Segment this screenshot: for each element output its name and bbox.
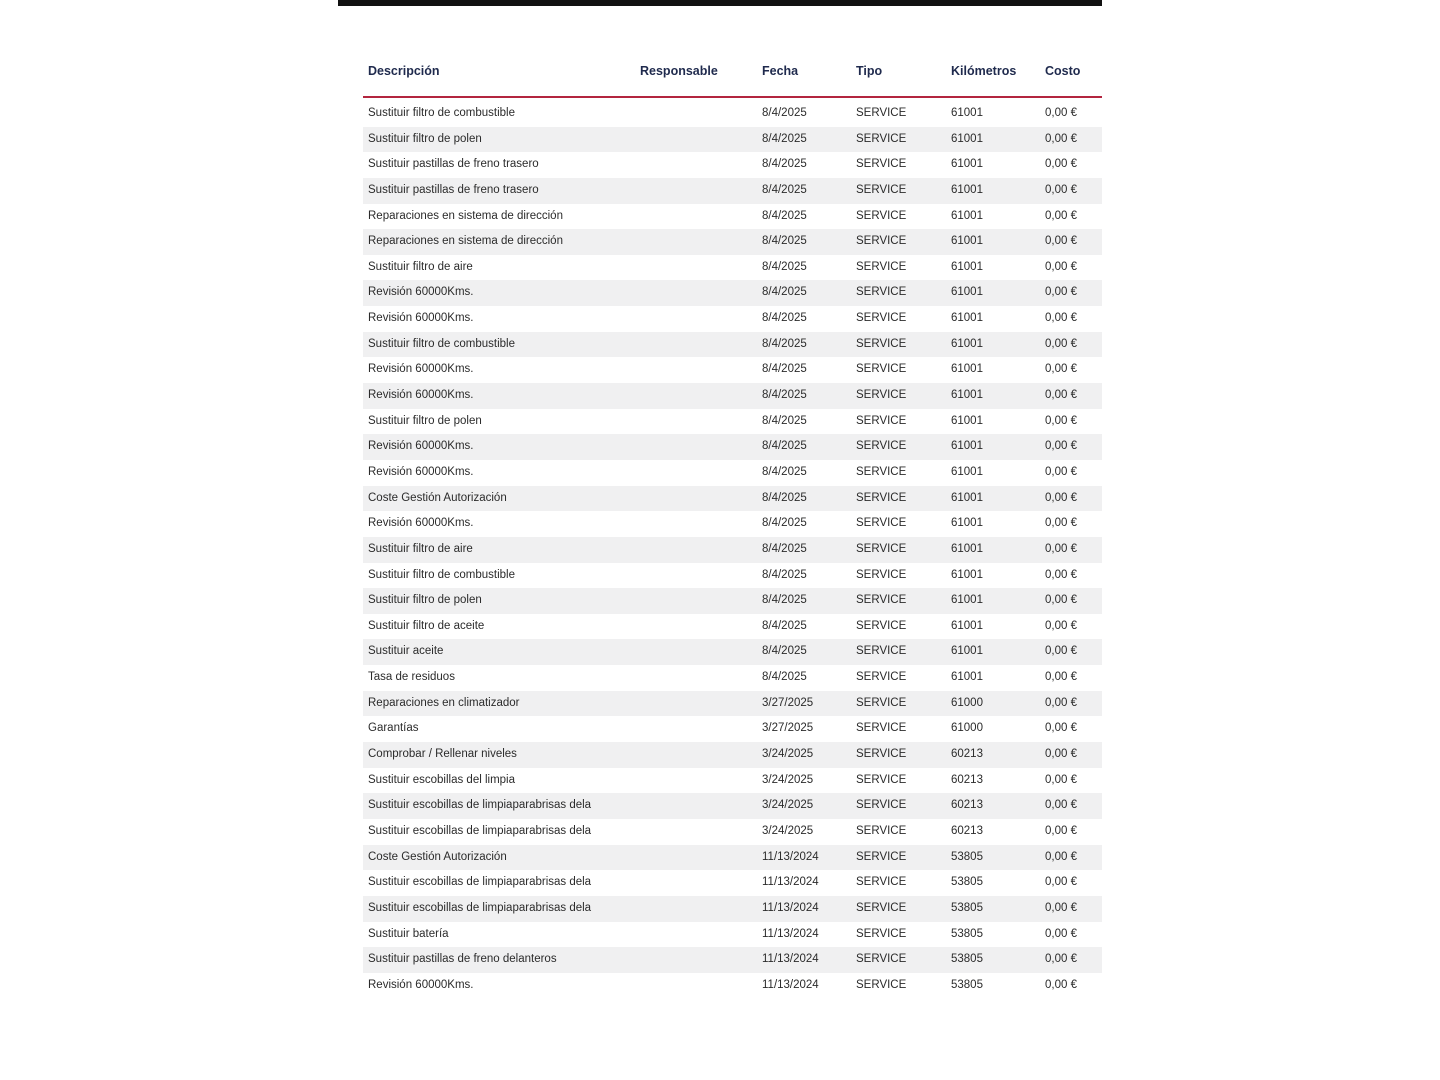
cell-descripcion: Sustituir batería [368, 927, 449, 940]
cell-fecha: 8/4/2025 [762, 465, 807, 478]
cell-fecha: 8/4/2025 [762, 235, 807, 248]
cell-descripcion: Sustituir filtro de combustible [368, 337, 516, 350]
cell-costo: 0,00 € [1045, 927, 1077, 940]
table-row [363, 691, 1102, 717]
table-row [363, 639, 1102, 665]
cell-descripcion: Sustituir escobillas del limpia [368, 773, 516, 786]
cell-tipo: SERVICE [856, 850, 907, 863]
table-row [363, 332, 1102, 358]
cell-descripcion: Sustituir filtro de combustible [368, 568, 516, 581]
cell-costo: 0,00 € [1045, 158, 1077, 171]
cell-tipo: SERVICE [856, 107, 907, 119]
cell-tipo: SERVICE [856, 901, 907, 914]
cell-descripcion: Reparaciones en sistema de dirección [368, 209, 563, 222]
cell-tipo: SERVICE [856, 389, 907, 402]
cell-kilometros: 53805 [951, 927, 983, 940]
cell-kilometros: 61001 [951, 440, 983, 453]
cell-kilometros: 61000 [951, 722, 983, 735]
table-row [363, 357, 1102, 383]
cell-fecha: 3/24/2025 [762, 773, 814, 786]
cell-costo: 0,00 € [1045, 414, 1077, 427]
cell-tipo: SERVICE [856, 722, 907, 735]
cell-costo: 0,00 € [1045, 953, 1077, 966]
cell-costo: 0,00 € [1045, 132, 1077, 145]
cell-kilometros: 61001 [951, 158, 983, 171]
cell-kilometros: 61001 [951, 286, 983, 299]
cell-tipo: SERVICE [856, 927, 907, 940]
cell-fecha: 8/4/2025 [762, 107, 807, 119]
cell-costo: 0,00 € [1045, 286, 1077, 299]
cell-costo: 0,00 € [1045, 799, 1077, 812]
cell-descripcion: Coste Gestión Autorización [368, 491, 507, 504]
table-body [363, 101, 1102, 998]
header-tipo[interactable]: Tipo [856, 64, 883, 78]
table-header [363, 58, 1102, 98]
cell-tipo: SERVICE [856, 337, 907, 350]
cell-fecha: 8/4/2025 [762, 158, 807, 171]
cell-kilometros: 61001 [951, 209, 983, 222]
cell-tipo: SERVICE [856, 542, 907, 555]
table-row [363, 716, 1102, 742]
cell-descripcion: Revisión 60000Kms. [368, 978, 474, 991]
cell-kilometros: 53805 [951, 850, 983, 863]
table-row [363, 870, 1102, 896]
cell-tipo: SERVICE [856, 671, 907, 684]
cell-kilometros: 61001 [951, 260, 983, 273]
cell-costo: 0,00 € [1045, 773, 1077, 786]
cell-descripcion: Sustituir pastillas de freno delanteros [368, 953, 557, 966]
cell-descripcion: Sustituir escobillas de limpiaparabrisas dela [368, 824, 592, 837]
table-row [363, 768, 1102, 794]
cell-fecha: 11/13/2024 [762, 850, 819, 863]
cell-fecha: 8/4/2025 [762, 491, 807, 504]
cell-descripcion: Coste Gestión Autorización [368, 850, 507, 863]
cell-tipo: SERVICE [856, 465, 907, 478]
cell-kilometros: 53805 [951, 901, 983, 914]
cell-fecha: 8/4/2025 [762, 517, 807, 530]
cell-fecha: 8/4/2025 [762, 671, 807, 684]
cell-fecha: 8/4/2025 [762, 337, 807, 350]
table-row [363, 614, 1102, 640]
cell-descripcion: Sustituir filtro de polen [368, 132, 482, 145]
maintenance-table [363, 58, 1102, 998]
cell-kilometros: 60213 [951, 799, 983, 812]
cell-descripcion: Revisión 60000Kms. [368, 389, 474, 402]
cell-fecha: 11/13/2024 [762, 978, 819, 991]
cell-costo: 0,00 € [1045, 696, 1077, 709]
cell-kilometros: 61001 [951, 132, 983, 145]
cell-kilometros: 53805 [951, 978, 983, 991]
cell-fecha: 3/27/2025 [762, 696, 814, 709]
table-row [363, 973, 1102, 999]
cell-tipo: SERVICE [856, 568, 907, 581]
cell-costo: 0,00 € [1045, 235, 1077, 248]
cell-fecha: 8/4/2025 [762, 132, 807, 145]
cell-descripcion: Sustituir filtro de combustible [368, 107, 516, 119]
cell-fecha: 8/4/2025 [762, 312, 807, 325]
cell-costo: 0,00 € [1045, 594, 1077, 607]
table-row [363, 793, 1102, 819]
cell-kilometros: 61001 [951, 619, 983, 632]
cell-costo: 0,00 € [1045, 876, 1077, 889]
cell-descripcion: Revisión 60000Kms. [368, 465, 474, 478]
cell-costo: 0,00 € [1045, 850, 1077, 863]
table-row [363, 537, 1102, 563]
table-row [363, 101, 1102, 127]
table-row [363, 152, 1102, 178]
cell-costo: 0,00 € [1045, 337, 1077, 350]
cell-kilometros: 61001 [951, 671, 983, 684]
cell-tipo: SERVICE [856, 619, 907, 632]
cell-tipo: SERVICE [856, 594, 907, 607]
table-row [363, 229, 1102, 255]
cell-costo: 0,00 € [1045, 491, 1077, 504]
cell-descripcion: Sustituir pastillas de freno trasero [368, 158, 539, 171]
cell-costo: 0,00 € [1045, 517, 1077, 530]
cell-fecha: 8/4/2025 [762, 363, 807, 376]
cell-costo: 0,00 € [1045, 107, 1077, 119]
cell-descripcion: Revisión 60000Kms. [368, 312, 474, 325]
cell-costo: 0,00 € [1045, 312, 1077, 325]
cell-tipo: SERVICE [856, 312, 907, 325]
cell-fecha: 8/4/2025 [762, 209, 807, 222]
cell-tipo: SERVICE [856, 132, 907, 145]
cell-fecha: 3/24/2025 [762, 748, 814, 761]
cell-costo: 0,00 € [1045, 389, 1077, 402]
cell-kilometros: 61001 [951, 414, 983, 427]
cell-costo: 0,00 € [1045, 824, 1077, 837]
cell-costo: 0,00 € [1045, 183, 1077, 196]
cell-descripcion: Garantías [368, 722, 419, 735]
cell-fecha: 3/27/2025 [762, 722, 814, 735]
cell-kilometros: 61001 [951, 107, 983, 119]
table-row [363, 742, 1102, 768]
table-row [363, 511, 1102, 537]
cell-costo: 0,00 € [1045, 440, 1077, 453]
cell-tipo: SERVICE [856, 696, 907, 709]
cell-descripcion: Tasa de residuos [368, 671, 455, 684]
cell-kilometros: 61001 [951, 337, 983, 350]
header-fecha[interactable]: Fecha [762, 64, 799, 78]
cell-costo: 0,00 € [1045, 465, 1077, 478]
cell-costo: 0,00 € [1045, 260, 1077, 273]
cell-descripcion: Revisión 60000Kms. [368, 363, 474, 376]
cell-descripcion: Sustituir escobillas de limpiaparabrisas dela [368, 901, 592, 914]
cell-descripcion: Sustituir escobillas de limpiaparabrisas dela [368, 876, 592, 889]
cell-costo: 0,00 € [1045, 209, 1077, 222]
cell-kilometros: 53805 [951, 876, 983, 889]
cell-tipo: SERVICE [856, 414, 907, 427]
table-row [363, 563, 1102, 589]
cell-tipo: SERVICE [856, 517, 907, 530]
cell-descripcion: Reparaciones en climatizador [368, 696, 520, 709]
cell-fecha: 8/4/2025 [762, 389, 807, 402]
cell-tipo: SERVICE [856, 748, 907, 761]
cell-tipo: SERVICE [856, 978, 907, 991]
cell-tipo: SERVICE [856, 440, 907, 453]
cell-tipo: SERVICE [856, 209, 907, 222]
table-row [363, 665, 1102, 691]
table-row [363, 409, 1102, 435]
cell-fecha: 8/4/2025 [762, 414, 807, 427]
cell-fecha: 8/4/2025 [762, 440, 807, 453]
table-row [363, 922, 1102, 948]
cell-kilometros: 61001 [951, 542, 983, 555]
table-row [363, 819, 1102, 845]
cell-costo: 0,00 € [1045, 671, 1077, 684]
cell-fecha: 11/13/2024 [762, 953, 819, 966]
cell-kilometros: 61001 [951, 363, 983, 376]
cell-descripcion: Sustituir filtro de aire [368, 542, 473, 555]
cell-fecha: 8/4/2025 [762, 619, 807, 632]
cell-costo: 0,00 € [1045, 748, 1077, 761]
cell-kilometros: 61001 [951, 645, 983, 658]
cell-descripcion: Sustituir escobillas de limpiaparabrisas dela [368, 799, 592, 812]
cell-fecha: 8/4/2025 [762, 542, 807, 555]
table-row [363, 460, 1102, 486]
table-row [363, 178, 1102, 204]
cell-costo: 0,00 € [1045, 978, 1077, 991]
cell-tipo: SERVICE [856, 235, 907, 248]
cell-costo: 0,00 € [1045, 363, 1077, 376]
header-costo[interactable]: Costo [1045, 64, 1081, 78]
cell-fecha: 8/4/2025 [762, 594, 807, 607]
cell-fecha: 8/4/2025 [762, 260, 807, 273]
cell-fecha: 8/4/2025 [762, 286, 807, 299]
cell-tipo: SERVICE [856, 824, 907, 837]
table-row [363, 486, 1102, 512]
cell-costo: 0,00 € [1045, 619, 1077, 632]
table-row [363, 306, 1102, 332]
table-row [363, 845, 1102, 871]
cell-fecha: 3/24/2025 [762, 799, 814, 812]
table-row [363, 127, 1102, 153]
cell-kilometros: 61001 [951, 312, 983, 325]
table-row [363, 434, 1102, 460]
cell-fecha: 11/13/2024 [762, 876, 819, 889]
cell-tipo: SERVICE [856, 158, 907, 171]
cell-tipo: SERVICE [856, 286, 907, 299]
table-row [363, 588, 1102, 614]
cell-tipo: SERVICE [856, 183, 907, 196]
cell-kilometros: 61001 [951, 517, 983, 530]
cell-fecha: 8/4/2025 [762, 568, 807, 581]
cell-descripcion: Reparaciones en sistema de dirección [368, 235, 563, 248]
cell-descripcion: Sustituir filtro de aceite [368, 619, 485, 632]
header-descripcion[interactable]: Descripción [368, 64, 440, 78]
cell-kilometros: 61001 [951, 235, 983, 248]
cell-kilometros: 61001 [951, 594, 983, 607]
header-kilometros[interactable]: Kilómetros [951, 64, 1017, 78]
cell-descripcion: Sustituir aceite [368, 645, 444, 658]
cell-fecha: 3/24/2025 [762, 824, 814, 837]
cell-descripcion: Comprobar / Rellenar niveles [368, 748, 517, 761]
cell-descripcion: Revisión 60000Kms. [368, 517, 474, 530]
cell-fecha: 11/13/2024 [762, 927, 819, 940]
cell-descripcion: Sustituir pastillas de freno trasero [368, 183, 539, 196]
cell-descripcion: Revisión 60000Kms. [368, 286, 474, 299]
table-row [363, 280, 1102, 306]
cell-kilometros: 60213 [951, 773, 983, 786]
cell-tipo: SERVICE [856, 260, 907, 273]
table-row [363, 947, 1102, 973]
cell-costo: 0,00 € [1045, 645, 1077, 658]
cell-kilometros: 61000 [951, 696, 983, 709]
cell-fecha: 8/4/2025 [762, 645, 807, 658]
cell-costo: 0,00 € [1045, 722, 1077, 735]
table-row [363, 896, 1102, 922]
cell-kilometros: 61001 [951, 491, 983, 504]
cell-kilometros: 61001 [951, 465, 983, 478]
cell-costo: 0,00 € [1045, 568, 1077, 581]
header-responsable[interactable]: Responsable [640, 64, 718, 78]
cell-tipo: SERVICE [856, 773, 907, 786]
cell-costo: 0,00 € [1045, 542, 1077, 555]
cell-tipo: SERVICE [856, 491, 907, 504]
cell-descripcion: Sustituir filtro de aire [368, 260, 473, 273]
cell-descripcion: Revisión 60000Kms. [368, 440, 474, 453]
cell-costo: 0,00 € [1045, 901, 1077, 914]
cell-kilometros: 60213 [951, 748, 983, 761]
top-divider-bar [338, 0, 1102, 6]
cell-fecha: 11/13/2024 [762, 901, 819, 914]
cell-tipo: SERVICE [856, 799, 907, 812]
cell-kilometros: 61001 [951, 183, 983, 196]
cell-descripcion: Sustituir filtro de polen [368, 414, 482, 427]
cell-kilometros: 53805 [951, 953, 983, 966]
cell-fecha: 8/4/2025 [762, 183, 807, 196]
cell-tipo: SERVICE [856, 876, 907, 889]
cell-kilometros: 61001 [951, 568, 983, 581]
cell-kilometros: 61001 [951, 389, 983, 402]
table-row [363, 255, 1102, 281]
table-row [363, 383, 1102, 409]
cell-tipo: SERVICE [856, 645, 907, 658]
cell-descripcion: Sustituir filtro de polen [368, 594, 482, 607]
table-row [363, 204, 1102, 230]
cell-tipo: SERVICE [856, 953, 907, 966]
cell-tipo: SERVICE [856, 363, 907, 376]
cell-kilometros: 60213 [951, 824, 983, 837]
